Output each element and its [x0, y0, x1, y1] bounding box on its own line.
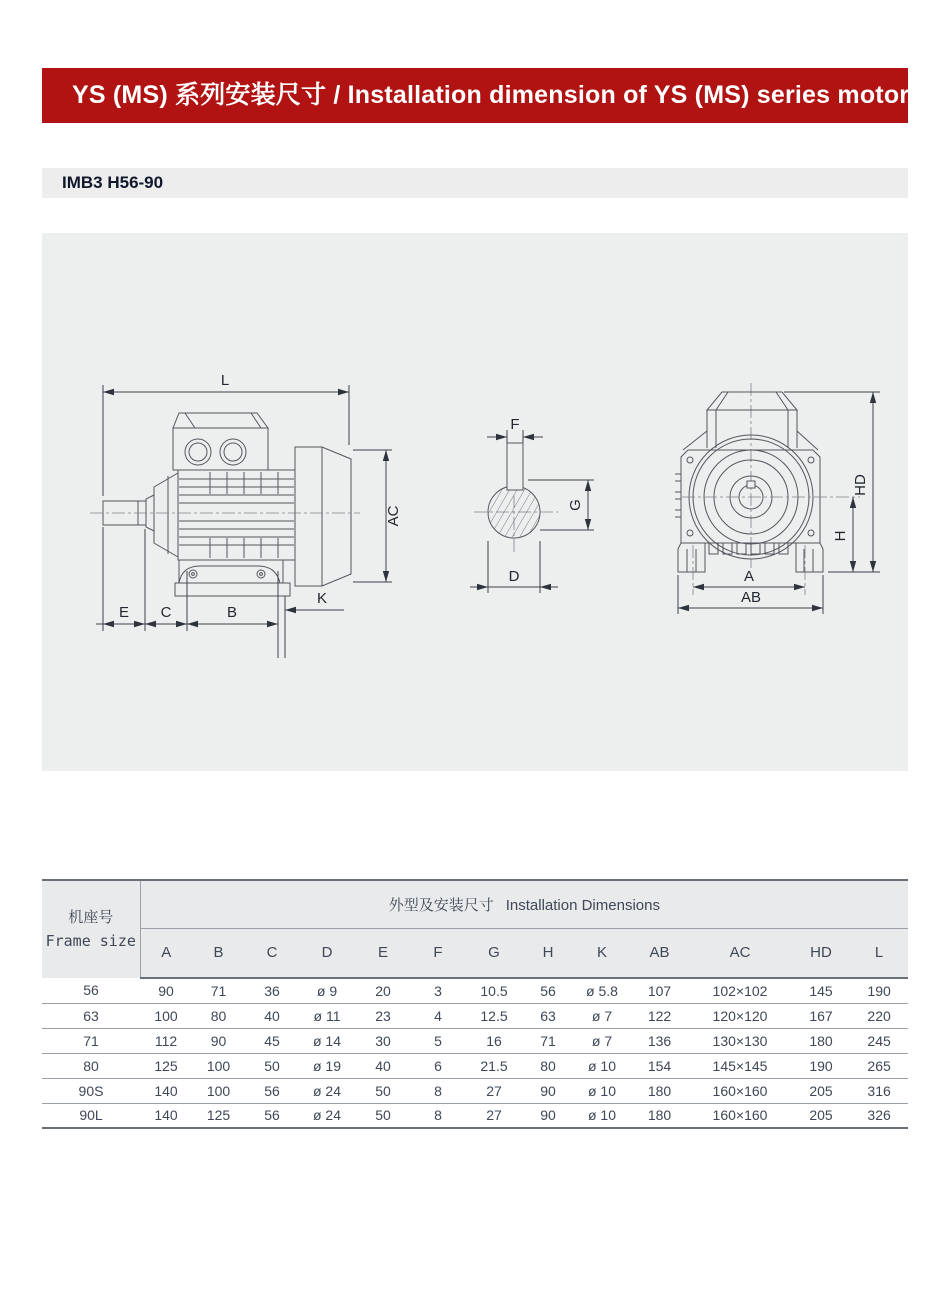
frame-size-header [42, 880, 140, 978]
dim-cell-G: 27 [465, 1103, 523, 1128]
table-group-row [42, 880, 908, 928]
dim-cell-E: 50 [355, 1078, 411, 1103]
frame-size-cell: 71 [42, 1028, 140, 1053]
dim-cell-C: 56 [245, 1103, 299, 1128]
dim-cell-AB: 122 [631, 1003, 688, 1028]
installation-drawing [42, 233, 908, 771]
section-strip [42, 168, 908, 198]
dim-label-B: B [226, 604, 238, 621]
dim-label-K: K [316, 590, 328, 607]
dim-label-G: G [567, 499, 584, 511]
dim-cell-D: ø 9 [299, 978, 355, 1003]
dim-cell-AC: 145×145 [688, 1053, 792, 1078]
dim-cell-F: 5 [411, 1028, 465, 1053]
col-header-K: K [573, 928, 631, 978]
dim-cell-HD: 190 [792, 1053, 850, 1078]
dim-label-L: L [220, 372, 230, 389]
dim-cell-AB: 180 [631, 1078, 688, 1103]
dim-cell-F: 4 [411, 1003, 465, 1028]
col-header-L: L [850, 928, 908, 978]
dim-cell-B: 80 [192, 1003, 245, 1028]
dim-cell-D: ø 19 [299, 1053, 355, 1078]
dim-cell-AC: 130×130 [688, 1028, 792, 1053]
dim-label-C: C [160, 604, 172, 621]
dim-cell-F: 3 [411, 978, 465, 1003]
dim-cell-C: 50 [245, 1053, 299, 1078]
title-banner [42, 68, 908, 123]
table-row-80 [42, 1053, 908, 1078]
dim-cell-A: 90 [140, 978, 192, 1003]
dim-cell-F: 6 [411, 1053, 465, 1078]
table-row-71 [42, 1028, 908, 1053]
dim-cell-HD: 167 [792, 1003, 850, 1028]
dim-cell-B: 90 [192, 1028, 245, 1053]
frame-size-cell: 90L [42, 1103, 140, 1128]
dim-cell-K: ø 7 [573, 1003, 631, 1028]
dim-cell-D: ø 11 [299, 1003, 355, 1028]
col-header-F: F [411, 928, 465, 978]
frame-size-cell: 80 [42, 1053, 140, 1078]
dim-cell-A: 140 [140, 1078, 192, 1103]
dim-cell-K: ø 10 [573, 1103, 631, 1128]
dim-cell-G: 21.5 [465, 1053, 523, 1078]
dim-cell-E: 50 [355, 1103, 411, 1128]
dim-cell-G: 10.5 [465, 978, 523, 1003]
dim-cell-H: 71 [523, 1028, 573, 1053]
dim-cell-G: 16 [465, 1028, 523, 1053]
col-header-G: G [465, 928, 523, 978]
dim-cell-AC: 120×120 [688, 1003, 792, 1028]
dim-cell-A: 100 [140, 1003, 192, 1028]
dim-cell-C: 56 [245, 1078, 299, 1103]
dim-cell-A: 112 [140, 1028, 192, 1053]
dim-cell-F: 8 [411, 1103, 465, 1128]
installation-dimensions-table [42, 879, 908, 1129]
table-body [42, 978, 908, 1128]
dim-label-HD: HD [852, 474, 869, 496]
dim-cell-H: 56 [523, 978, 573, 1003]
front-view-drawing [675, 383, 880, 614]
dim-cell-L: 265 [850, 1053, 908, 1078]
dim-label-F: F [510, 416, 520, 433]
dim-cell-L: 326 [850, 1103, 908, 1128]
dim-label-AC: AC [385, 505, 402, 527]
dim-label-E: E [118, 604, 130, 621]
col-header-E: E [355, 928, 411, 978]
col-header-C: C [245, 928, 299, 978]
dim-cell-H: 80 [523, 1053, 573, 1078]
col-header-H: H [523, 928, 573, 978]
col-header-A: A [140, 928, 192, 978]
dim-cell-HD: 180 [792, 1028, 850, 1053]
dim-cell-K: ø 5.8 [573, 978, 631, 1003]
drawing-panel [42, 233, 908, 771]
dim-cell-H: 90 [523, 1078, 573, 1103]
dim-label-D: D [508, 568, 520, 585]
dim-cell-AC: 160×160 [688, 1103, 792, 1128]
page-title: YS (MS) 系列安装尺寸 / Installation dimension of YS (MS) series motor [72, 81, 910, 109]
dim-cell-L: 220 [850, 1003, 908, 1028]
frame-size-cell: 63 [42, 1003, 140, 1028]
dim-label-A: A [743, 568, 755, 585]
dim-cell-H: 63 [523, 1003, 573, 1028]
side-view-drawing [90, 372, 402, 658]
dim-cell-AC: 102×102 [688, 978, 792, 1003]
dim-cell-D: ø 24 [299, 1078, 355, 1103]
dim-cell-AB: 154 [631, 1053, 688, 1078]
frame-size-header-en: Frame size [45, 931, 136, 950]
table-letters-row [42, 928, 908, 978]
dim-cell-HD: 205 [792, 1078, 850, 1103]
dim-cell-L: 245 [850, 1028, 908, 1053]
dim-cell-HD: 205 [792, 1103, 850, 1128]
table-header [42, 880, 908, 978]
dim-cell-B: 100 [192, 1078, 245, 1103]
dim-cell-E: 20 [355, 978, 411, 1003]
dim-cell-K: ø 7 [573, 1028, 631, 1053]
col-header-B: B [192, 928, 245, 978]
shaft-section-drawing [470, 416, 594, 593]
dim-cell-E: 23 [355, 1003, 411, 1028]
dim-cell-B: 71 [192, 978, 245, 1003]
table-row-63 [42, 1003, 908, 1028]
dim-label-AB: AB [740, 589, 762, 606]
dim-cell-A: 140 [140, 1103, 192, 1128]
dim-cell-L: 316 [850, 1078, 908, 1103]
col-header-AB: AB [631, 928, 688, 978]
dim-cell-L: 190 [850, 978, 908, 1003]
dim-cell-G: 12.5 [465, 1003, 523, 1028]
section-label: IMB3 H56-90 [62, 173, 164, 192]
dim-cell-D: ø 14 [299, 1028, 355, 1053]
dim-cell-E: 30 [355, 1028, 411, 1053]
dim-cell-C: 45 [245, 1028, 299, 1053]
dim-cell-H: 90 [523, 1103, 573, 1128]
table-row-90L [42, 1103, 908, 1128]
dim-cell-C: 40 [245, 1003, 299, 1028]
dim-cell-AC: 160×160 [688, 1078, 792, 1103]
dim-cell-K: ø 10 [573, 1078, 631, 1103]
col-header-HD: HD [792, 928, 850, 978]
frame-size-cell: 56 [42, 978, 140, 1003]
dim-cell-B: 125 [192, 1103, 245, 1128]
dim-cell-G: 27 [465, 1078, 523, 1103]
col-header-D: D [299, 928, 355, 978]
table-row-56 [42, 978, 908, 1003]
dim-cell-B: 100 [192, 1053, 245, 1078]
col-header-AC: AC [688, 928, 792, 978]
dim-label-H: H [832, 530, 849, 542]
group-header-zh: 外型及安装尺寸 [388, 896, 494, 914]
dim-cell-C: 36 [245, 978, 299, 1003]
frame-size-cell: 90S [42, 1078, 140, 1103]
dim-cell-D: ø 24 [299, 1103, 355, 1128]
table-row-90S [42, 1078, 908, 1103]
frame-size-header-zh: 机座号 [68, 909, 114, 926]
dim-cell-A: 125 [140, 1053, 192, 1078]
dim-cell-AB: 136 [631, 1028, 688, 1053]
dim-cell-AB: 180 [631, 1103, 688, 1128]
dim-cell-HD: 145 [792, 978, 850, 1003]
group-header [140, 880, 908, 928]
dim-cell-K: ø 10 [573, 1053, 631, 1078]
group-header-en: Installation Dimensions [505, 896, 660, 914]
dim-cell-AB: 107 [631, 978, 688, 1003]
dim-cell-F: 8 [411, 1078, 465, 1103]
dim-cell-E: 40 [355, 1053, 411, 1078]
